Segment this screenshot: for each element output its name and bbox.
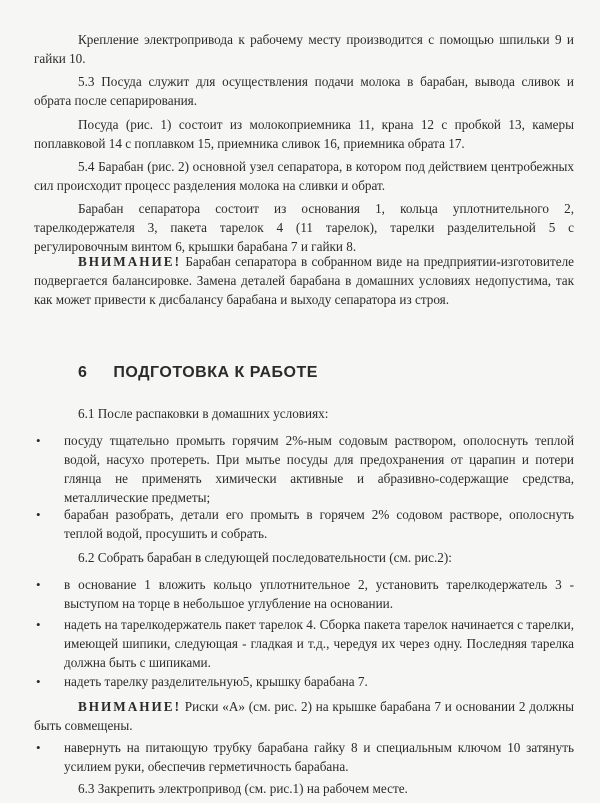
- bullet-marker: •: [36, 674, 41, 689]
- section-title: ПОДГОТОВКА К РАБОТЕ: [113, 364, 318, 381]
- bullet-marker: •: [36, 507, 41, 522]
- section-number: 6: [78, 364, 88, 381]
- warning-label: ВНИМАНИЕ!: [78, 254, 181, 269]
- list-item-insert-ring: в основание 1 вложить кольцо уплотнительное 2, установить тарелкодержатель 3 - выступом на торце в небольшое углубление на основании.: [64, 577, 574, 611]
- bullet-marker: •: [36, 617, 41, 632]
- list-item-disc-stack: надеть на тарелкодержатель пакет тарелок 4. Сборка пакета тарелок начинается с тарелки, имеющей шипики, следующая - гладкая и т.д., чередуя их через одну. Последняя тарелка должна быть с шипиками.: [64, 617, 574, 670]
- list-item-disassemble-drum: барабан разобрать, детали его промыть в горячем 2% содовом растворе, ополоснуть теплой водой, просушить и собрать.: [64, 507, 574, 541]
- warning-balancing: [34, 252, 574, 309]
- paragraph-6-3: 6.3 Закрепить электропривод (см. рис.1) на рабочем месте.: [78, 781, 408, 796]
- paragraph-mount: Крепление электропривода к рабочему месту производится с помощью шпильки 9 и гайки 10.: [34, 32, 574, 66]
- list-item-tighten-nut: навернуть на питающую трубку барабана гайку 8 и специальным ключом 10 затянуть усилием руки, обеспечив герметичность барабана.: [64, 740, 574, 774]
- warning-label: ВНИМАНИЕ!: [78, 699, 181, 714]
- warning-text: Барабан сепаратора в собранном виде на предприятии-изготовителе подвергается балансировке. Замена деталей барабана в домашних условиях недопустима, так как может привести к дисбалансу барабана и выходу сепаратора из строя.: [34, 254, 574, 307]
- bullet-marker: •: [36, 433, 41, 448]
- warning-marks: [34, 697, 574, 735]
- paragraph-5-4: 5.4 Барабан (рис. 2) основной узел сепаратора, в котором под действием центробежных сил происходит процесс разделения молока на сливки и обрат.: [34, 159, 574, 193]
- paragraph-5-3: 5.3 Посуда служит для осуществления подачи молока в барабан, вывода сливок и обрата после сепарирования.: [34, 74, 574, 108]
- list-item-separating-disc: надеть тарелку разделительную5, крышку барабана 7.: [64, 674, 368, 689]
- paragraph-drum: Барабан сепаратора состоит из основания 1, кольца уплотнительного 2, тарелкодержателя 3, пакета тарелок 4 (11 тарелок), тарелки разделительной 5 с регулировочным винтом 6, крышки барабана 7 и гайки 8.: [34, 201, 574, 254]
- list-item-wash-dishes: посуду тщательно промыть горячим 2%-ным содовым раствором, ополоснуть теплой водой, насухо протереть. При мытье посуды для предохранения от царапин и потери глянца не применять химически активные и абразивно-содержащие средства, металлические предметы;: [64, 433, 574, 505]
- section-heading: [78, 364, 318, 382]
- paragraph-6-1: 6.1 После распаковки в домашних условиях:: [78, 406, 329, 421]
- paragraph-6-2: 6.2 Собрать барабан в следующей последовательности (см. рис.2):: [78, 550, 452, 565]
- bullet-marker: •: [36, 740, 41, 755]
- warning-text: Риски «А» (см. рис. 2) на крышке барабана 7 и основании 2 должны быть совмещены.: [34, 699, 574, 733]
- bullet-marker: •: [36, 577, 41, 592]
- paragraph-dishes: Посуда (рис. 1) состоит из молокоприемника 11, крана 12 с пробкой 13, камеры поплавковой 14 с поплавком 15, приемника сливок 16, приемника обрата 17.: [34, 117, 574, 151]
